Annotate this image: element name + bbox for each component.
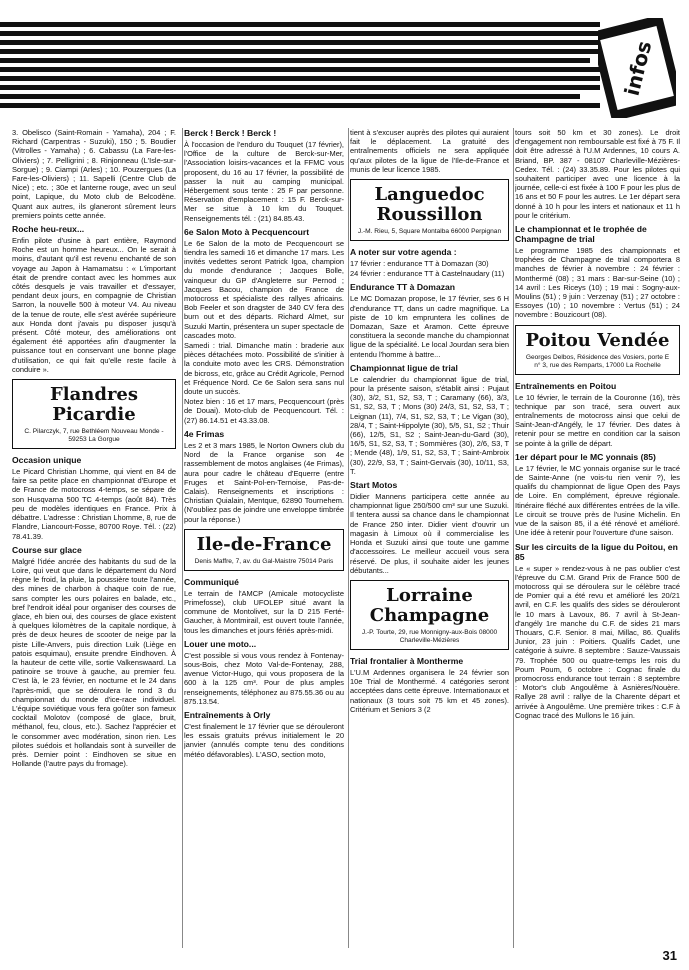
body-paragraph: tours soit 50 km et 30 zones). Le droit d'engagement non remboursable est fixé à 75 F. Il doit être adressé à l'U.M Ardennes, 10 cours A. Briand, BP. 387 - 08107 Charleville-Mézières-Cedex. Tél. : (24) 33.35.89. Pour les pilotes qui souhaitent participer avec une licence à la journée, celle-ci est fixée à 100 F pour les plus de 16 ans et 50 F pour les autres. Le 1er départ sera donné à 10 h pour les inters et nationaux et 11 h pour le critérium. xyxy=(515,128,680,220)
section-heading: Communiqué xyxy=(184,576,239,587)
stripe-line xyxy=(0,49,600,54)
column-divider xyxy=(348,128,349,948)
article-columns xyxy=(12,128,680,948)
body-paragraph: Le MC Domazan propose, le 17 février, ses 6 H d'endurance TT, dans un cadre magnifique. La piste de 10 km empruntera les collines de Domazan, Saze et Aramon. Cette épreuve constituera la seconde manche du championnat ligue de la spécialité. Le local Jourdan sera bien entendu l'homme à battre... xyxy=(350,294,509,359)
body-paragraph: Le programme 1985 des championnats et trophées de Champagne de trial comportera 8 manches de février à novembre : 24 février : Monthermé (08) ; 31 mars : Bar-sur-Seine (10) ; 14 avril : Les Riceys (10) ; 19 mai : Sogny-aux-Moulins (51) ; 9 juin : Verzenay (51) ; 27 octobre : Essoyes (10) ; 10 novembre : Vertus (51) ; 24 novembre : Bouzicourt (08). xyxy=(515,246,680,320)
stripe-line xyxy=(0,85,600,90)
region-title: Lorraine Champagne xyxy=(369,584,490,626)
body-paragraph: 17 février : endurance TT à Domazan (30) xyxy=(350,259,489,269)
header-stripes xyxy=(0,22,600,117)
body-paragraph: 24 février : endurance TT à Castelnaudary (11) xyxy=(350,269,505,279)
section-heading: Sur les circuits de la ligue du Poitou, en 85 xyxy=(515,541,678,562)
region-badge xyxy=(515,325,680,375)
section-heading: Course sur glace xyxy=(12,544,82,555)
section-heading: Occasion unique xyxy=(12,455,82,466)
region-badge xyxy=(350,580,509,650)
region-badge xyxy=(12,379,176,449)
article-column xyxy=(184,128,344,948)
region-badge xyxy=(350,179,509,241)
section-heading: 1er départ pour le MC yonnais (85) xyxy=(515,451,656,462)
section-heading: Louer une moto... xyxy=(184,638,257,649)
body-paragraph: Le 10 février, le terrain de la Couronne (16), très technique par son tracé, sera ouvert aux entraînements de motocross ainsi que celui de Saint-Jean-d'Angély, le 17 février. Des dates à retenir pour se mettre en condition car la saison se pointe à la grille de départ. xyxy=(515,392,680,448)
body-paragraph: Le 17 février, le MC yonnais organise sur le tracé de Sainte-Anne (ne vois-tu rien venir ?), les qualifs du championnat de ligue Open des Pays de Loire. En complément, épreuve régionale. Itinéraire fléché aux différentes entrées de la ville. Le circuit se trouve près de l'usine Michelin. En vue de la saison 85, il a été rénové et amélioré. Une idée à retenir pour l'ouverture d'une saison. xyxy=(515,463,680,538)
region-title: Languedoc Roussillon xyxy=(374,184,485,226)
region-title: Poitou Vendée xyxy=(525,329,670,351)
region-address: J.-P. Tourte, 29, rue Monnigny-aux-Bois 08000 Charleville-Mézières xyxy=(361,628,498,644)
region-address: Georges Delbos, Résidence des Vosiers, porte E n° 3, rue des Remparts, 17000 La Rochelle xyxy=(525,353,670,369)
stripe-line xyxy=(0,67,600,72)
body-paragraph: C'est possible si vous vous rendez à Fontenay-sous-Bois, chez Moto Val-de-Fontenay, 288, avenue Victor-Hugo, qui vous proposera de la 600 à la 125 cm³. Pour de plus amples renseignements, téléphonez au 875.55.36 ou au 875.13.54. xyxy=(184,650,344,706)
section-heading: Start Motos xyxy=(350,480,398,491)
body-paragraph: Les 2 et 3 mars 1985, le Norton Owners club du Nord de la France organise son 4e rassemblement de motos anglaises (4e Frimas), aura pour cadre le château d'Equerre (entre Fruges et Saint-Pol-en-Ternoise, Pas-de-Calais). Renseignements et inscriptions : Christian Quialain, Mentque, 62890 Tournehem. (N'oubliez pas de joindre une enveloppe timbrée pour la réponse.) xyxy=(184,440,344,524)
body-paragraph: Notez bien : 16 et 17 mars, Pecquencourt (près de Douai). Moto-club de Pecquencourt. Tél. : (27) 86.14.51 et 43.33.08. xyxy=(184,397,344,425)
section-heading: Endurance TT à Domazan xyxy=(350,282,456,293)
section-heading: Le championnat et le trophée de Champagne de trial xyxy=(515,224,647,245)
region-address: Denis Maffre, 7, av. du Gal-Maistre 75014 Paris xyxy=(194,557,334,565)
body-paragraph: L'U.M Ardennes organisera le 24 février son 10e Trial de Monthermé. 4 catégories seront acceptées dans cette épreuve. Internationaux et nationaux (3 tours soit 75 km et 45 zones). Critérium et Seniors 3 (2 xyxy=(350,667,509,714)
body-paragraph: 3. Obelisco (Saint-Romain - Yamaha), 204 ; F. Richard (Carpentras - Suzuki), 150 ; 5. Boudier (Vitrolles - Yamaha) ; 6. Cabassu (La Fare-les-Oliviers) ; 7. Pelligrini ; 8. Rinjonneau (L'Isle-sur-Sorgue) ; 9. Ciampi (Arles) ; 10. Pouzergues (La Fare-les-Oliviers) ; 11. Sapelli (Centre Club de Nice) ; etc. ; 30e et lanterne rouge, avec un seul point, Lapique, du Moto club de Belcodène. Quant aux autres, ils glaneront sûrement leurs premiers points cette année. xyxy=(12,128,176,220)
stripe-line xyxy=(0,22,600,27)
region-title: Ile-de-France xyxy=(196,533,332,555)
body-paragraph: tient à s'excuser auprès des pilotes qui auraient fait le déplacement. La gratuité des entraînements officiels ne sera appliquée qu'aux pilotes de la ligue de l'Ile-de-France et munis de leur licence 1985. xyxy=(350,128,509,174)
section-heading: 6e Salon Moto à Pecquencourt xyxy=(184,226,310,237)
body-paragraph: Samedi : trial. Dimanche matin : braderie aux pièces détachées moto. Possibilité de s'initier à la conduite moto avec les CRS. Démonstration de bicross, etc, grâce au Crédit Agricole, Pernod et Fréquence Nord. Ce 6e Salon sera sans nul doute un succès. xyxy=(184,341,344,397)
region-address: J.-M. Rieu, 5, Square Montalba 66000 Perpignan xyxy=(357,228,502,236)
stripe-line xyxy=(0,58,590,63)
section-heading: Championnat ligue de trial xyxy=(350,362,458,373)
stripe-line xyxy=(0,31,600,36)
body-paragraph: Le terrain de l'AMCP (Amicale motocycliste Primefosse), club UFOLEP situé avant la commune de Montolivet, sur la D 215 Ferté-Gaucher, à Montmirail, est ouvert toute l'année, tous les dimanches et jours fériés après-midi. xyxy=(184,588,344,635)
stripe-line xyxy=(0,103,600,108)
region-badge xyxy=(184,529,344,571)
body-paragraph: À l'occasion de l'enduro du Touquet (17 février), l'Office de la culture de Berck-sur-Mer, l'Association loisirs-vacances et la FFMC vous proposent, du 16 au 17 février, la possibilité de passer la nuit au camping municipal. Hébergement sous tente : 25 F par personne. Réservation d'emplacement : 15 F. Berck-sur-Mer se situe à 10 km du Touquet. Renseignements tél. : (21) 84.85.43. xyxy=(184,140,344,223)
body-paragraph: Didier Mannens participera cette année au championnat ligue 250/500 cm³ sur une Suzuki. Il tentera aussi sa chance dans le championnat de France 250 inter. Didier vient d'ouvrir un magasin à Limoux où il commercialise les Honda et Suzuki ainsi que toute une gamme d'accessoires. Le meilleur accueil vous sera réservé. De plus, il souhaite aider les jeunes débutants... xyxy=(350,492,509,575)
section-heading: Roche heu-reux... xyxy=(12,224,85,235)
body-paragraph: Le Picard Christian Lhomme, qui vient en 84 de faire sa petite place en championnat d'Europe et de France de motocross 4-temps, se sépare de son Husqvarna 500 TC 4-temps (août 84). Très peu de modèles identiques en France. Prix à débattre. L'adresse : Christian Lhomme, 8, rue de Flandre, Liancourt-Fosse, 80700 Roye. Tél. : (22) 78.41.39. xyxy=(12,467,176,541)
body-paragraph: C'est finalement le 17 février que se dérouleront les essais gratuits prévus initialement le 20 janvier (annulés compte tenu des conditions météo défavorables). L'ASO, section moto, xyxy=(184,721,344,759)
article-column xyxy=(12,128,176,948)
section-heading: Trial frontalier à Montherme xyxy=(350,655,464,666)
stripe-line xyxy=(0,94,580,99)
body-paragraph: Le calendrier du championnat ligue de trial, pour la présente saison, s'établit ainsi : Pujaut (30), 3/2, S1, S2, S3, T ; Caramany (66), 3/3, S1, S2, S3, T ; Mons (30) 24/3, S1, S2, S3, T ; Leignan (11), 7/4, S1, S2, S3, T ; Le Vigan (30), 28/4, T ; Saint-Hippolyte (30), 5/5, S1, S2 ; Thuir (66), 12/5, S1, S2 ; Saint-Jean-du-Gard (30), 16/5, S1, S2, S3, T ; Sommières (30), 2/6, S3, T ; Mende (48), 1/9, S1, S2, S3, T ; Saint-Ambroix (30), 22/9, S3, T ; Saint-Gervais (30), 10/11, S3, T. xyxy=(350,374,509,476)
region-title: Flandres Picardie xyxy=(49,384,139,426)
body-paragraph: Malgré l'idée ancrée des habitants du sud de la Loire, qui veut que dans le département du Nord règne le froid, la pluie, la poussière toute l'année, des mines de charbon à chaque coin de rue, sans compter les ours polaires en balade, etc., bref l'endroit idéal pour organiser des courses de glace, eh bien oui, des courses de glace existent à quelques kilomètres de la capitale nordique, à près de deux heures de scooter de neige par la piste Lille-Anvers, puis direction Luik (Liège en patois esquimau), ensuite prendre Eindhoven. À la hauteur de cette ville, sortie Valkenswaard. La patinoire se trouve à gauche, au premier feu. C'est là, le 23 février, en nocturne et le 24 dans l'après-midi, que se déroulera le rond 3 du championnat du monde d'ice-race individuel. L'équipe soviétique vous fera goûter son fameux cocktail Molotov (composé de glace, bruit, méthanol, feu, clous, etc.). Sachez l'apprécier et le consommer avec modération, sinon rien. Les pilotes suédois et hollandais sont à surveiller de près. Dernier point : Eindhoven se situe en Hollande (l'autre pays du fromage). xyxy=(12,556,176,769)
section-heading: Berck ! Berck ! Berck ! xyxy=(184,128,277,138)
logo-text: infos xyxy=(619,38,657,99)
body-paragraph: Le « super » rendez-vous à ne pas oublier c'est l'épreuve du C.M. Grand Prix de France 500 de motocross qui se déroulera sur le célèbre tracé de Pomier qui a été revu et amélioré les 20/21 avril, en C.F. les qualifs des sides se dérouleront le 10 mars à Lavoux, 86. 7 avril à St-Jean-d'angély 1re manche du C.F. de sides 21 mars Thouars, C.F. Senior. 8 mai, Millac, 86. Qualifs Junior, 23 juin : Poitiers. Qualifs Cadet, une catégorie à suivre. 8 septembre : Sauze-Vaussais 79. Trophée 500 ou quatre-temps les rois du Poum Poum, 6 octobre : Cognac finale du promocross endurance tout terrain : 8 septembre : Motor's club Angoulême à Asnières/Nouère. Rallye 28 avril : rallye de la Charente départ et arrivée à Angoulême. Une première trikes : C.F à Cognac tracé des Mullons le 16 juin. xyxy=(515,563,680,720)
body-paragraph: Enfin pilote d'usine à part entière, Raymond Roche est un homme heureux... On le serait à moins, d'autant qu'il est revenu enchanté de son voyage au Japon à Hamamatsu : « L'important était de prendre contact avec les hommes aux côtés desquels je vais travailler et d'essayer, pendant deux jours, en compagnie de Christian Sarron, la nouvelle 500 à moteur V4. Au niveau de la tenue de route, elle s'est avérée supérieure aux Honda dont j'avais pu disposer jusqu'à présent. Côté moteur, des améliorations ont également été apportées afin d'augmenter la puissance tout en conservant une bonne plage d'utilisation, ce qui fait qu'elle reste facile à conduire ». xyxy=(12,236,176,374)
infos-logo xyxy=(598,18,676,118)
section-heading: Entraînements en Poitou xyxy=(515,380,617,391)
column-divider xyxy=(513,128,514,948)
stripe-line xyxy=(0,76,600,81)
article-column xyxy=(515,128,680,948)
body-paragraph: Le 6e Salon de la moto de Pecquencourt se tiendra les samedi 16 et dimanche 17 mars. Les invités vedettes seront Patrick Igoa, champion du monde d'endurance ; Jacques Bolle, vainqueur du GP d'Angleterre sur Pernod ; Jacques Bacou, champion de France de motocross et spécialiste des rallyes africains. Bob Feeler et son dragster de 340 CV fera des burn out et des départs. Richard Almet, sur Suzuki Martin, présentera un super spectacle de cascades moto. xyxy=(184,238,344,340)
section-heading: A noter sur votre agenda : xyxy=(350,247,457,258)
section-heading: Entraînements à Orly xyxy=(184,709,271,720)
column-divider xyxy=(182,128,183,948)
page-number: 31 xyxy=(662,948,677,963)
region-address: C. Pilarczyk, 7, rue Bethléem Nouveau Monde - 59253 La Gorgue xyxy=(24,428,164,444)
section-heading: 4e Frimas xyxy=(184,428,225,439)
article-column xyxy=(350,128,509,948)
stripe-line xyxy=(0,40,600,45)
